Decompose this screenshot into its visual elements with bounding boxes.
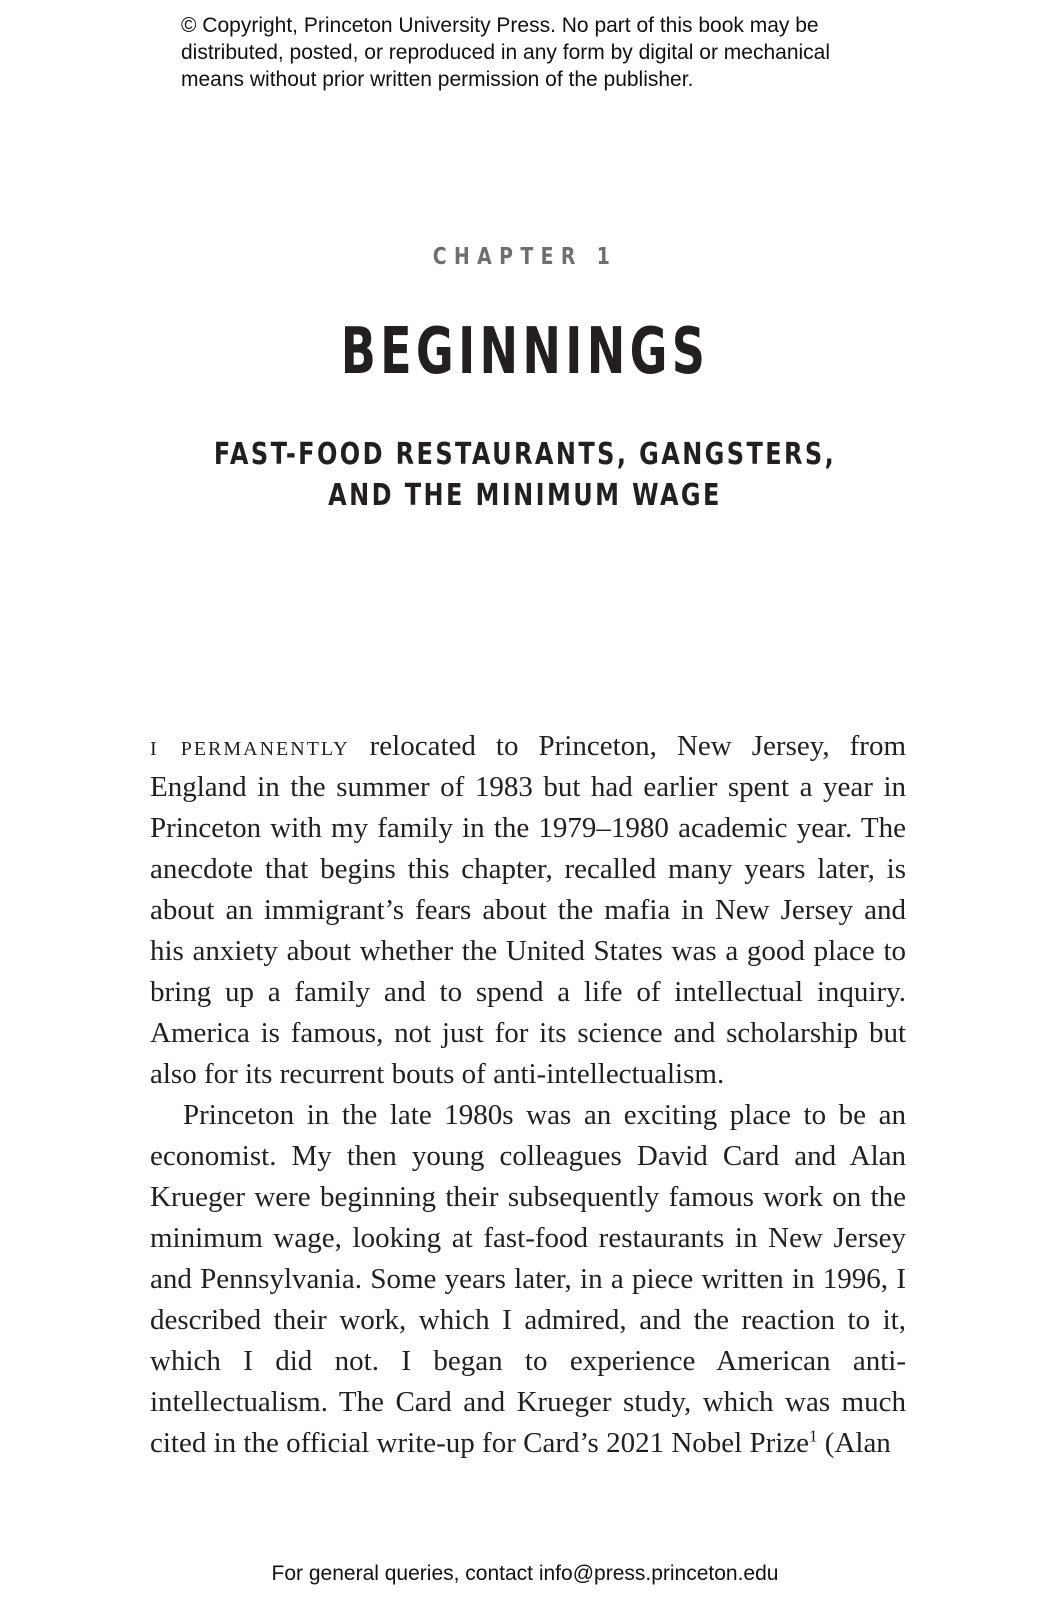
body-paragraph: [150, 726, 906, 1095]
paragraph-text: (Alan: [817, 1427, 891, 1459]
chapter-body: [150, 726, 906, 1464]
body-paragraph: [150, 1095, 906, 1464]
paragraph-lead-smallcaps: i permanently: [150, 730, 350, 762]
chapter-title: BEGINNINGS: [340, 315, 710, 389]
footer-contact: For general queries, contact info@press.princeton.edu: [271, 1562, 779, 1585]
copyright-line: means without prior written permission of the publisher.: [181, 68, 694, 91]
footnote-reference[interactable]: 1: [809, 1426, 818, 1446]
chapter-subtitle-line: FAST-FOOD RESTAURANTS, GANGSTERS,: [213, 437, 837, 472]
copyright-notice: [181, 12, 901, 93]
paragraph-text: Princeton in the late 1980s was an exciting place to be an economist. My then young colleagues David Card and Alan Krueger were beginning their subsequently famous work on the minimum wage, looking at fast-food restaurants in New Jersey and Pennsylvania. Some years later, in a piece written in 1996, I described their work, which I admired, and the reaction to it, which I did not. I began to experience American anti-intellectualism. The Card and Krueger study, which was much cited in the official write-up for Card’s 2021 Nobel Prize: [150, 1099, 906, 1459]
copyright-line: © Copyright, Princeton University Press. No part of this book may be: [181, 14, 819, 37]
chapter-label: CHAPTER 1: [432, 244, 618, 270]
chapter-subtitle-line: AND THE MINIMUM WAGE: [328, 478, 722, 513]
copyright-line: distributed, posted, or reproduced in any form by digital or mechanical: [181, 41, 831, 64]
chapter-subtitle: [105, 434, 945, 516]
paragraph-text: relocated to Princeton, New Jersey, from England in the summer of 1983 but had earlier spent a year in Princeton with my family in the 1979–1980 academic year. The anecdote that begins this chapter, recalled many years later, is about an immigrant’s fears about the mafia in New Jersey and his anxiety about whether the United States was a good place to bring up a family and to spend a life of intellectual inquiry. America is famous, not just for its science and scholarship but also for its recurrent bouts of anti-intellectualism.: [150, 730, 906, 1090]
